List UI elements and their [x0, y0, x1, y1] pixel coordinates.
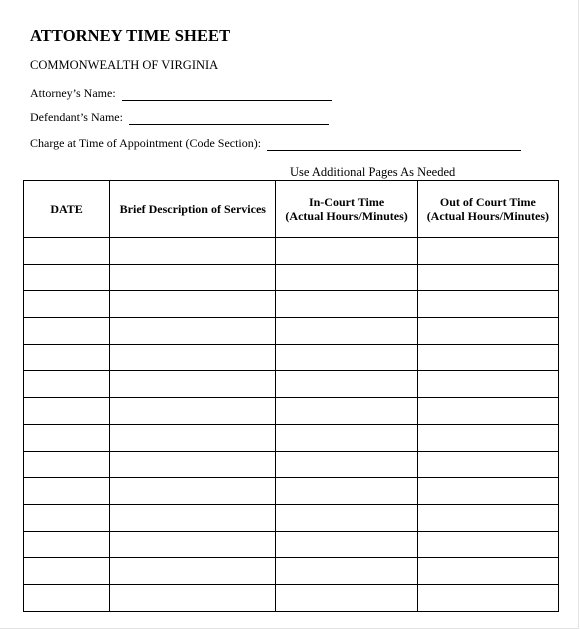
- table-row: [24, 291, 559, 318]
- table-header-row: [24, 181, 559, 238]
- date-cell[interactable]: [24, 451, 110, 478]
- out-of-court-time-cell[interactable]: [417, 291, 558, 318]
- table-row: [24, 238, 559, 265]
- out-of-court-time-cell[interactable]: [417, 264, 558, 291]
- in-court-time-cell[interactable]: [276, 371, 417, 398]
- date-cell[interactable]: [24, 531, 110, 558]
- out-of-court-time-cell[interactable]: [417, 584, 558, 611]
- date-cell[interactable]: [24, 504, 110, 531]
- in-court-time-cell[interactable]: [276, 531, 417, 558]
- in-court-time-cell[interactable]: [276, 344, 417, 371]
- charge-label: Charge at Time of Appointment (Code Section):: [30, 136, 262, 150]
- in-court-time-cell[interactable]: [276, 238, 417, 265]
- out-of-court-time-cell[interactable]: [417, 371, 558, 398]
- description-cell[interactable]: [110, 478, 276, 505]
- date-cell[interactable]: [24, 344, 110, 371]
- date-cell[interactable]: [24, 398, 110, 425]
- header-date: DATE: [24, 181, 110, 238]
- defendant-name-label: Defendant’s Name:: [30, 110, 123, 124]
- defendant-name-field: [30, 110, 329, 125]
- description-cell[interactable]: [110, 371, 276, 398]
- out-of-court-time-cell[interactable]: [417, 558, 558, 585]
- date-cell[interactable]: [24, 238, 110, 265]
- description-cell[interactable]: [110, 238, 276, 265]
- description-cell[interactable]: [110, 451, 276, 478]
- table-row: [24, 478, 559, 505]
- header-description: Brief Description of Services: [110, 181, 276, 238]
- attorney-name-blank[interactable]: [122, 90, 332, 101]
- table-row: [24, 371, 559, 398]
- date-cell[interactable]: [24, 424, 110, 451]
- table-row: [24, 584, 559, 611]
- description-cell[interactable]: [110, 584, 276, 611]
- date-cell[interactable]: [24, 478, 110, 505]
- table-row: [24, 451, 559, 478]
- out-of-court-time-cell[interactable]: [417, 478, 558, 505]
- table-row: [24, 531, 559, 558]
- in-court-time-cell[interactable]: [276, 558, 417, 585]
- out-of-court-time-cell[interactable]: [417, 398, 558, 425]
- out-of-court-time-cell[interactable]: [417, 504, 558, 531]
- time-sheet-table: [23, 180, 559, 612]
- description-cell[interactable]: [110, 398, 276, 425]
- charge-field: [30, 136, 521, 151]
- date-cell[interactable]: [24, 584, 110, 611]
- description-cell[interactable]: [110, 531, 276, 558]
- table-row: [24, 264, 559, 291]
- in-court-time-cell[interactable]: [276, 478, 417, 505]
- out-of-court-time-cell[interactable]: [417, 238, 558, 265]
- table-row: [24, 504, 559, 531]
- charge-blank[interactable]: [267, 140, 521, 151]
- in-court-time-cell[interactable]: [276, 398, 417, 425]
- date-cell[interactable]: [24, 318, 110, 345]
- table-row: [24, 558, 559, 585]
- description-cell[interactable]: [110, 264, 276, 291]
- in-court-time-cell[interactable]: [276, 291, 417, 318]
- header-out-of-court-time: Out of Court Time (Actual Hours/Minutes): [417, 181, 558, 238]
- in-court-time-cell[interactable]: [276, 504, 417, 531]
- out-of-court-time-cell[interactable]: [417, 318, 558, 345]
- document-subtitle: COMMONWEALTH OF VIRGINIA: [30, 58, 219, 72]
- description-cell[interactable]: [110, 318, 276, 345]
- in-court-time-cell[interactable]: [276, 264, 417, 291]
- date-cell[interactable]: [24, 264, 110, 291]
- description-cell[interactable]: [110, 558, 276, 585]
- description-cell[interactable]: [110, 504, 276, 531]
- header-in-court-time: In-Court Time (Actual Hours/Minutes): [276, 181, 417, 238]
- in-court-time-cell[interactable]: [276, 584, 417, 611]
- in-court-time-cell[interactable]: [276, 451, 417, 478]
- additional-pages-note: Use Additional Pages As Needed: [290, 165, 456, 179]
- description-cell[interactable]: [110, 344, 276, 371]
- description-cell[interactable]: [110, 424, 276, 451]
- defendant-name-blank[interactable]: [129, 114, 329, 125]
- attorney-name-label: Attorney’s Name:: [30, 86, 116, 100]
- out-of-court-time-cell[interactable]: [417, 531, 558, 558]
- in-court-time-cell[interactable]: [276, 318, 417, 345]
- out-of-court-time-cell[interactable]: [417, 424, 558, 451]
- date-cell[interactable]: [24, 371, 110, 398]
- table-row: [24, 424, 559, 451]
- table-row: [24, 398, 559, 425]
- table-row: [24, 344, 559, 371]
- out-of-court-time-cell[interactable]: [417, 451, 558, 478]
- document-title: ATTORNEY TIME SHEET: [30, 26, 231, 45]
- attorney-name-field: [30, 86, 332, 101]
- date-cell[interactable]: [24, 291, 110, 318]
- out-of-court-time-cell[interactable]: [417, 344, 558, 371]
- table-row: [24, 318, 559, 345]
- table-body: [24, 238, 559, 612]
- date-cell[interactable]: [24, 558, 110, 585]
- description-cell[interactable]: [110, 291, 276, 318]
- in-court-time-cell[interactable]: [276, 424, 417, 451]
